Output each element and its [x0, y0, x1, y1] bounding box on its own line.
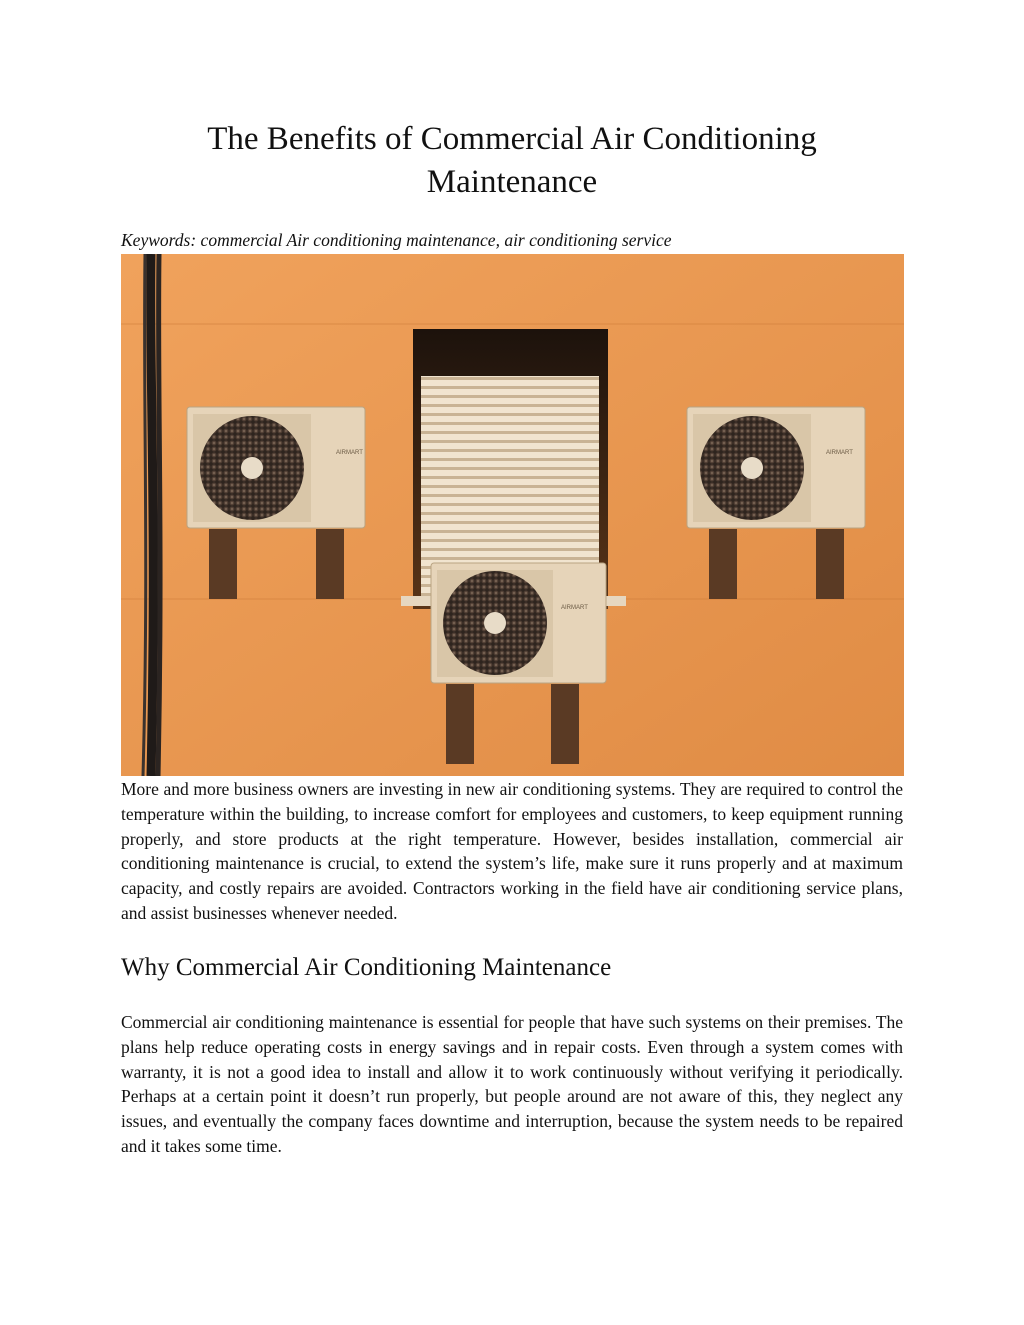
section-heading: Why Commercial Air Conditioning Maintenance	[121, 954, 612, 981]
section-paragraph: Commercial air conditioning maintenance is essential for people that have such systems on their premises. The plans help reduce operating costs in energy savings and in repair costs. Even through a system comes with warranty, it is not a good idea to install and allow it to work continuously without verifying it periodically. Perhaps at a certain point it doesn’t run properly, but people around are not aware of this, they neglect any issues, and eventually the company faces downtime and interruption, because the system needs to be repaired and it takes some time.	[121, 1012, 903, 1156]
ac-units-photo	[121, 254, 904, 776]
intro-paragraph: More and more business owners are investing in new air conditioning systems. They are required to control the temperature within the building, to increase comfort for employees and customers, to keep equipment running properly, and store products at the right temperature. However, besides installation, commercial air conditioning maintenance is crucial, to extend the system’s life, make sure it runs properly and at maximum capacity, and costly repairs are avoided. Contractors working in the field have air conditioning service plans, and assist businesses whenever needed.	[121, 779, 903, 923]
unit-brand-label: AIRMART	[336, 450, 363, 456]
keywords-line: Keywords: commercial Air conditioning maintenance, air conditioning service	[121, 230, 672, 250]
wall-cables	[143, 254, 160, 776]
page-title: The Benefits of Commercial Air Conditioning Maintenance	[207, 121, 817, 200]
unit-brand-label: AIRMART	[826, 450, 853, 456]
unit-brand-label: AIRMART	[561, 605, 588, 611]
